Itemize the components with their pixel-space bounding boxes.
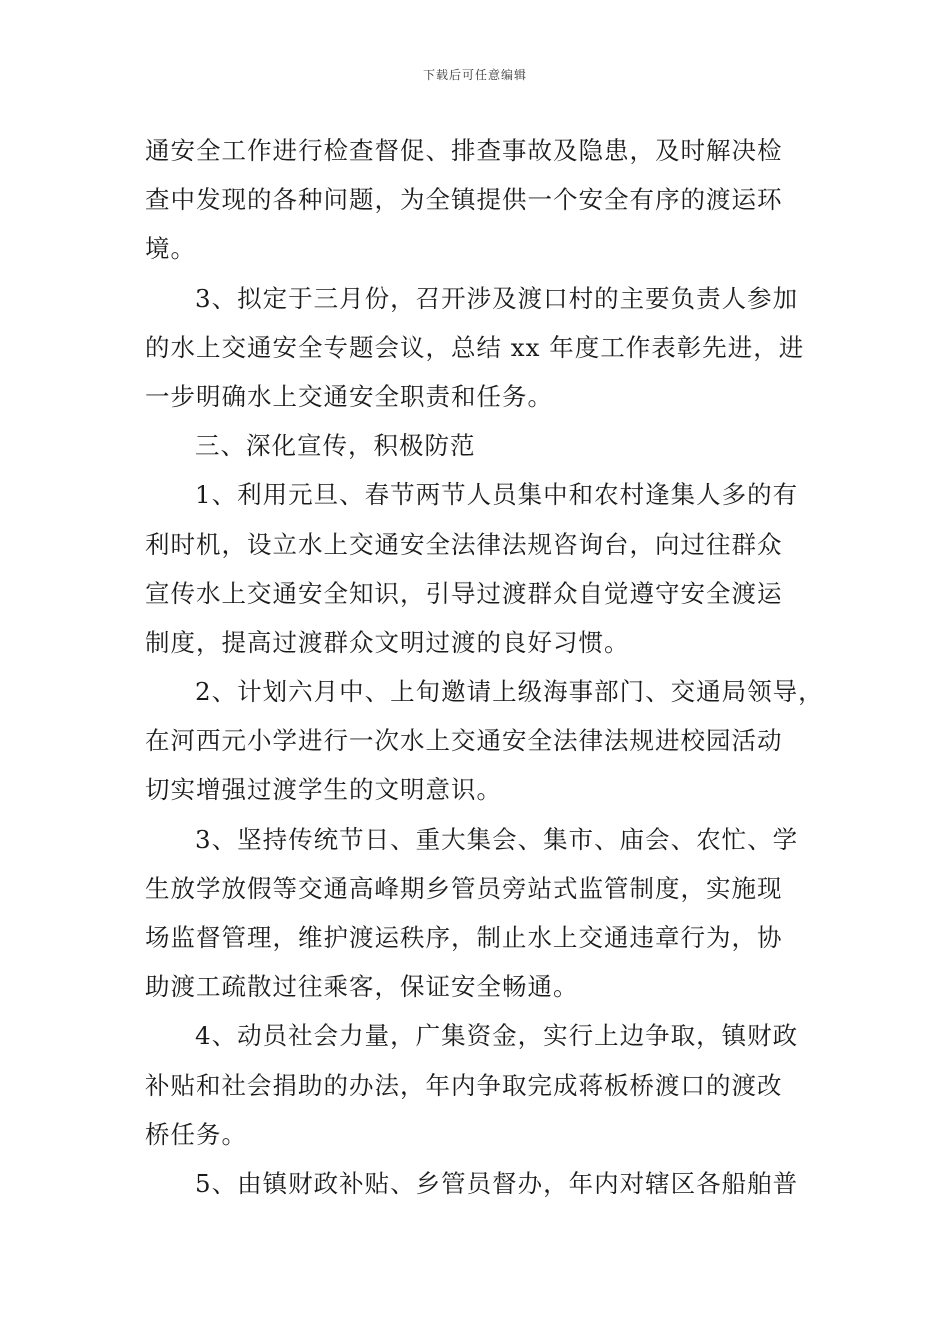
text-line: 4、动员社会力量，广集资金，实行上边争取，镇财政 bbox=[195, 1021, 799, 1051]
text-line: 5、由镇财政补贴、乡管员督办，年内对辖区各船舶普 bbox=[195, 1168, 799, 1198]
text-line: 利时机，设立水上交通安全法律法规咨询台，向过往群众 bbox=[145, 529, 783, 559]
text-line: 切实增强过渡学生的文明意识。 bbox=[145, 775, 502, 805]
text-line: 制度，提高过渡群众文明过渡的良好习惯。 bbox=[145, 627, 630, 657]
text-line: 一步明确水上交通安全职责和任务。 bbox=[145, 381, 553, 411]
text-line: 在河西元小学进行一次水上交通安全法律法规进校园活动 bbox=[145, 726, 783, 756]
text-line: 场监督管理，维护渡运秩序，制止水上交通违章行为，协 bbox=[145, 923, 783, 952]
document-body bbox=[145, 126, 825, 1208]
text-line: 2、计划六月中、上旬邀请上级海事部门、交通局领导， bbox=[195, 677, 824, 707]
text-line: 宣传水上交通安全知识，引导过渡群众自觉遵守安全渡运 bbox=[145, 578, 783, 608]
text-line: 桥任务。 bbox=[145, 1119, 247, 1149]
text-line: 查中发现的各种问题，为全镇提供一个安全有序的渡运环 bbox=[145, 185, 783, 215]
text-line: 3、拟定于三月份，召开涉及渡口村的主要负责人参加 bbox=[195, 283, 799, 313]
page-header: 下载后可任意编辑 bbox=[422, 68, 527, 82]
text-line: 补贴和社会捐助的办法，年内争取完成蒋板桥渡口的渡改 bbox=[145, 1070, 783, 1100]
text-line: 境。 bbox=[145, 234, 196, 264]
text-line: 三、深化宣传，积极防范 bbox=[195, 431, 476, 461]
text-line: 生放学放假等交通高峰期乡管员旁站式监管制度，实施现 bbox=[145, 873, 783, 903]
text-line: 1、利用元旦、春节两节人员集中和农村逢集人多的有 bbox=[195, 480, 799, 510]
text-line: 通安全工作进行检查督促、排查事故及隐患，及时解决检 bbox=[145, 136, 783, 165]
text-line: 3、坚持传统节日、重大集会、集市、庙会、农忙、学 bbox=[195, 824, 799, 854]
text-line: 助渡工疏散过往乘客，保证安全畅通。 bbox=[145, 972, 579, 1002]
text-line: 的水上交通安全专题会议，总结 xx 年度工作表彰先进，进 bbox=[145, 332, 805, 362]
